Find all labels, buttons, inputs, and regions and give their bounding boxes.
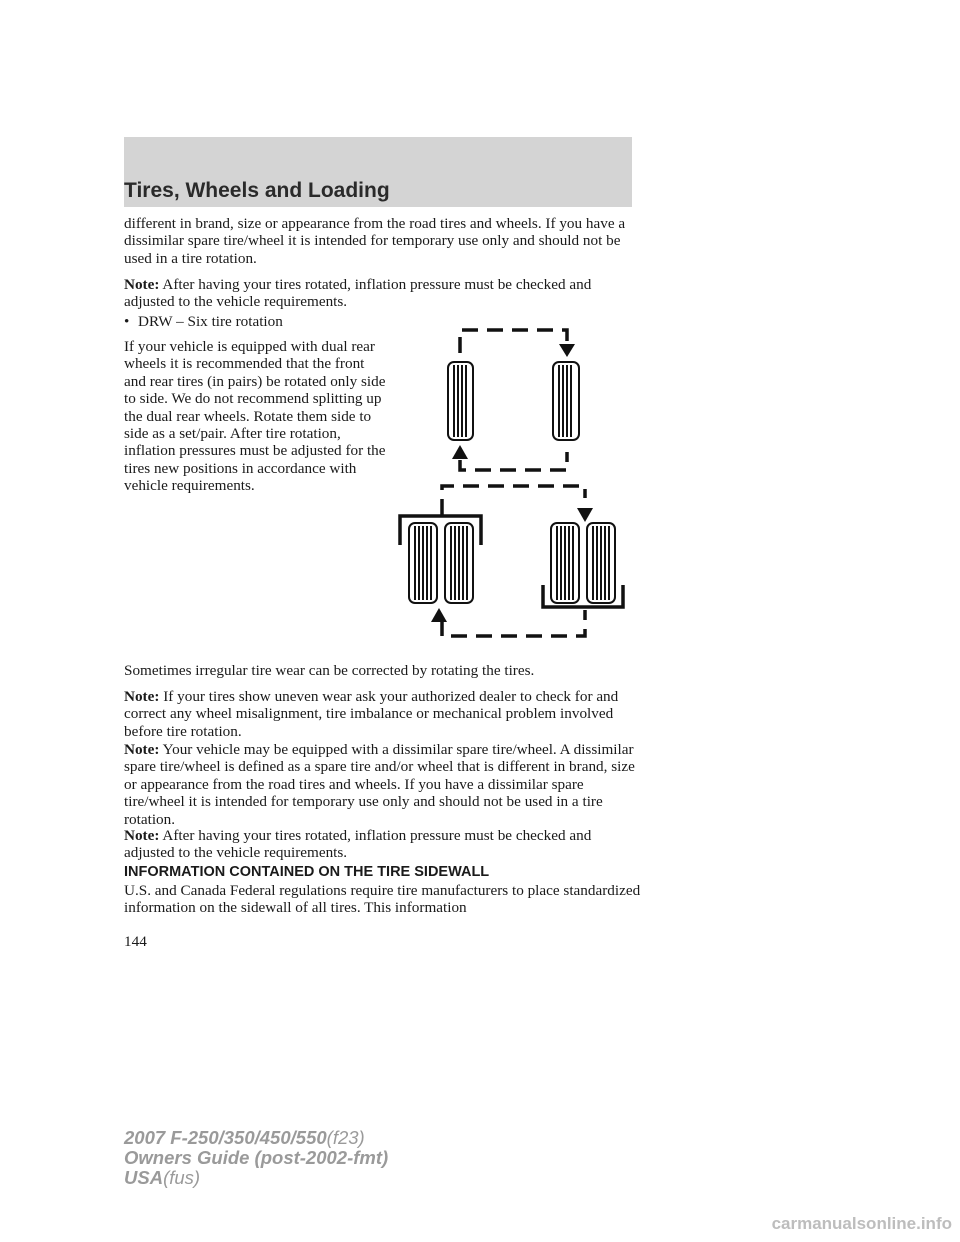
arrow-down-icon [577, 508, 593, 522]
continued-paragraph: different in brand, size or appearance from the road tires and wheels. If you have a dissimilar spare tire/wheel it is intended for temporary use only and should not be used in a tire rotation. [124, 215, 626, 267]
rear-rotation-path-top [442, 486, 585, 515]
drw-paragraph: If your vehicle is equipped with dual rear wheels it is recommended that the front and rear tires (in pairs) be rotated only side to side. We do not recommend splitting up the dual rear wheels. Rotate them side to side as a set/pair. After tire rotation, inflation pressures must be adjusted for the tires new positions in accordance with vehicle requirements. [124, 338, 386, 495]
document-footer [124, 1128, 388, 1188]
rear-rotation-path-bottom [442, 610, 585, 636]
note-label: Note: [124, 741, 160, 758]
front-right-tire [553, 362, 579, 440]
footer-line-1 [124, 1128, 388, 1148]
arrow-up-icon [452, 445, 468, 459]
arrow-down-icon [559, 344, 575, 357]
footer-region-code: (fus) [163, 1167, 201, 1188]
note-2 [124, 688, 644, 740]
front-left-tire [448, 362, 473, 440]
bullet-text: DRW – Six tire rotation [138, 313, 283, 330]
sidewall-heading: INFORMATION CONTAINED ON THE TIRE SIDEWALL [124, 864, 490, 880]
footer-region: USA [124, 1167, 164, 1188]
footer-code: (f23) [326, 1127, 365, 1148]
footer-line-3 [124, 1168, 388, 1188]
irregular-wear-paragraph: Sometimes irregular tire wear can be corrected by rotating the tires. [124, 662, 535, 679]
sidewall-paragraph: U.S. and Canada Federal regulations require tire manufacturers to place standardized information on the sidewall of all tires. This information [124, 882, 641, 917]
note-label: Note: [124, 688, 160, 705]
section-title: Tires, Wheels and Loading [124, 179, 390, 202]
note-text: After having your tires rotated, inflation pressure must be checked and adjusted to the vehicle requirements. [124, 827, 592, 862]
note-4 [124, 827, 644, 862]
note-1 [124, 276, 644, 311]
page-number: 144 [124, 933, 147, 950]
note-label: Note: [124, 827, 160, 844]
footer-model: 2007 F-250/350/450/550 [124, 1127, 327, 1148]
front-rotation-path-top [460, 330, 567, 353]
note-text: Your vehicle may be equipped with a dissimilar spare tire/wheel. A dissimilar spare tire/wheel is defined as a spare tire and/or wheel that is different in brand, size or appearance from the road tires and wheels. If you have a dissimilar spare tire/wheel it is intended for temporary use only and should not be used in a tire rotation. [124, 741, 635, 828]
arrow-up-icon [431, 608, 447, 622]
note-label: Note: [124, 276, 160, 293]
note-text: If your tires show uneven wear ask your authorized dealer to check for and correct any wheel misalignment, tire imbalance or mechanical problem involved before tire rotation. [124, 688, 619, 740]
six-tire-rotation-diagram [395, 320, 635, 646]
rear-left-dual-tires [409, 523, 473, 603]
bullet-dot: • [124, 313, 130, 330]
footer-line-2: Owners Guide (post-2002-fmt) [124, 1147, 389, 1168]
rear-right-dual-tires [551, 523, 615, 603]
note-text: After having your tires rotated, inflation pressure must be checked and adjusted to the vehicle requirements. [124, 276, 592, 311]
front-rotation-path-bottom [460, 452, 567, 470]
bullet-item [124, 313, 283, 330]
watermark: carmanualsonline.info [771, 1214, 952, 1233]
note-3 [124, 741, 644, 828]
